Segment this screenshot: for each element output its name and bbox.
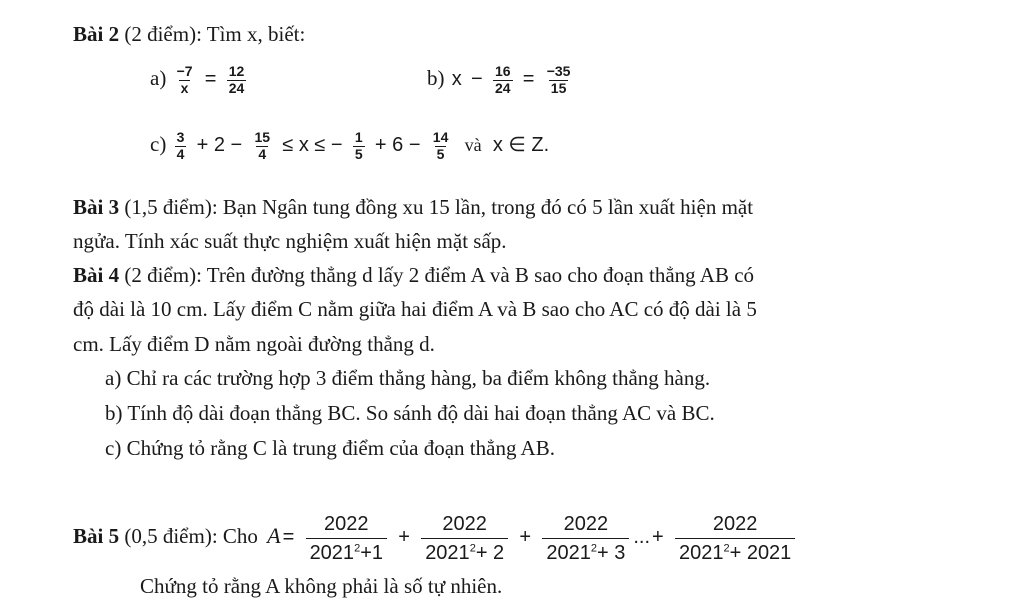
- fraction-denominator: 5: [436, 145, 445, 162]
- plus-sign: +: [652, 526, 664, 548]
- bai2-a-fraction-2: [227, 64, 247, 96]
- plus-sign: +: [398, 526, 410, 548]
- bai2-a-label: a): [150, 66, 167, 90]
- equals-sign: =: [522, 68, 535, 90]
- exponent: 2: [469, 542, 476, 555]
- plus-sign: +: [519, 526, 532, 548]
- fraction-denominator: [542, 538, 629, 565]
- bai3-line-2: ngửa. Tính xác suất thực nghiệm xuất hiện mặt sấp.: [73, 229, 507, 253]
- fraction-denominator: [675, 538, 795, 565]
- fraction-numerator: 15: [254, 129, 271, 146]
- bai2-title: [73, 20, 305, 48]
- bai5-fraction-3: [542, 512, 629, 565]
- equals-sign: =: [204, 68, 217, 90]
- fraction-denominator: [306, 538, 387, 565]
- bai4-item-c: c) Chứng tỏ rằng C là trung điểm của đoạn thẳng AB.: [105, 436, 555, 460]
- fraction-denominator: 4: [176, 145, 185, 162]
- bai2-title-rest: (2 điểm): Tìm x, biết:: [119, 22, 306, 46]
- variable-x: x: [451, 68, 462, 90]
- bai5-formula-line: [73, 508, 799, 565]
- base: 2021: [546, 541, 591, 564]
- fraction-numerator: 12: [228, 63, 245, 80]
- fraction-numerator: −35: [546, 63, 571, 80]
- minus-sign: −: [471, 68, 483, 90]
- fraction-numerator: −7: [176, 63, 193, 80]
- exponent: 2: [354, 542, 361, 555]
- bai4-line-1: [73, 261, 754, 289]
- fraction-denominator: x: [180, 79, 189, 96]
- fraction-numerator: 2022: [563, 512, 609, 535]
- fraction-numerator: 1: [354, 129, 363, 146]
- fraction-denominator: 5: [354, 145, 363, 162]
- fraction-numerator: 3: [176, 129, 185, 146]
- bai2-b: [427, 64, 575, 96]
- bai4-title-bold: Bài 4: [73, 263, 120, 287]
- bai4-line-1-rest: (2 điểm): Trên đường thẳng d lấy 2 điểm A và B sao cho đoạn thẳng AB có: [119, 263, 755, 287]
- exponent: 2: [590, 542, 597, 555]
- addend: + 2: [475, 541, 505, 564]
- fraction-denominator: 4: [258, 145, 267, 162]
- fraction-denominator: 24: [494, 79, 511, 96]
- bai2-c-fraction-2: [252, 130, 272, 162]
- base: 2021: [309, 541, 355, 564]
- bai5-title-bold: Bài 5: [73, 524, 120, 548]
- fraction-numerator: 2022: [712, 512, 758, 535]
- bai5-conclusion: Chứng tỏ rằng A không phải là số tự nhiên.: [140, 574, 503, 598]
- bai4-item-b: b) Tính độ dài đoạn thẳng BC. So sánh độ dài hai đoạn thẳng AC và BC.: [105, 401, 715, 425]
- fraction-numerator: 2022: [442, 512, 487, 535]
- bai4-line-3: cm. Lấy điểm D nằm ngoài đường thẳng d.: [73, 332, 435, 356]
- base: 2021: [678, 541, 724, 564]
- bai2-c-fraction-1: [175, 130, 187, 162]
- equals-sign: =: [282, 526, 295, 548]
- inequality: ≤ x ≤ −: [282, 134, 343, 156]
- bai5-fraction-1: [306, 512, 387, 565]
- bai5-fraction-4: [675, 512, 795, 565]
- bai2-title-bold: Bài 2: [73, 22, 120, 46]
- bai3-line-1: [73, 193, 753, 221]
- bai2-b-fraction-2: [545, 64, 573, 96]
- bai2-b-fraction-1: [493, 64, 513, 96]
- integer-condition: x ∈ Z.: [492, 134, 550, 156]
- ellipsis: ...: [633, 526, 651, 548]
- bai2-c-fraction-3: [353, 130, 365, 162]
- bai4-item-a: a) Chỉ ra các trường hợp 3 điểm thẳng hàng, ba điểm không thẳng hàng.: [105, 366, 711, 390]
- fraction-denominator: [421, 538, 508, 565]
- bai5-fraction-2: [421, 512, 508, 565]
- bai3-title-bold: Bài 3: [73, 195, 120, 219]
- addend: + 3: [596, 541, 626, 564]
- addend: + 2021: [729, 541, 792, 564]
- conjunction-va: và: [464, 135, 482, 155]
- addend: +1: [360, 541, 383, 564]
- bai2-c-label: c): [150, 132, 167, 156]
- bai3-line-1-rest: (1,5 điểm): Bạn Ngân tung đồng xu 15 lần, trong đó có 5 lần xuất hiện mặt: [119, 195, 754, 219]
- fraction-numerator: 2022: [324, 512, 369, 535]
- bai2-c-fraction-4: [431, 130, 451, 162]
- plus-six-minus: + 6 −: [374, 134, 421, 156]
- variable-a: A: [267, 523, 281, 548]
- bai4-line-2: độ dài là 10 cm. Lấy điểm C nằm giữa hai điểm A và B sao cho AC có độ dài là 5: [73, 297, 757, 321]
- bai2-a: [150, 64, 249, 96]
- bai2-a-fraction-1: [175, 64, 195, 96]
- fraction-denominator: 15: [550, 79, 567, 96]
- base: 2021: [425, 541, 470, 564]
- bai2-c: [150, 130, 551, 162]
- fraction-denominator: 24: [228, 79, 245, 96]
- bai5-title-rest: (0,5 điểm): Cho: [119, 524, 258, 548]
- fraction-numerator: 14: [432, 129, 449, 146]
- exponent: 2: [723, 542, 730, 555]
- bai2-b-label: b): [427, 66, 445, 90]
- fraction-numerator: 16: [494, 63, 511, 80]
- plus-two-minus: + 2 −: [196, 134, 243, 156]
